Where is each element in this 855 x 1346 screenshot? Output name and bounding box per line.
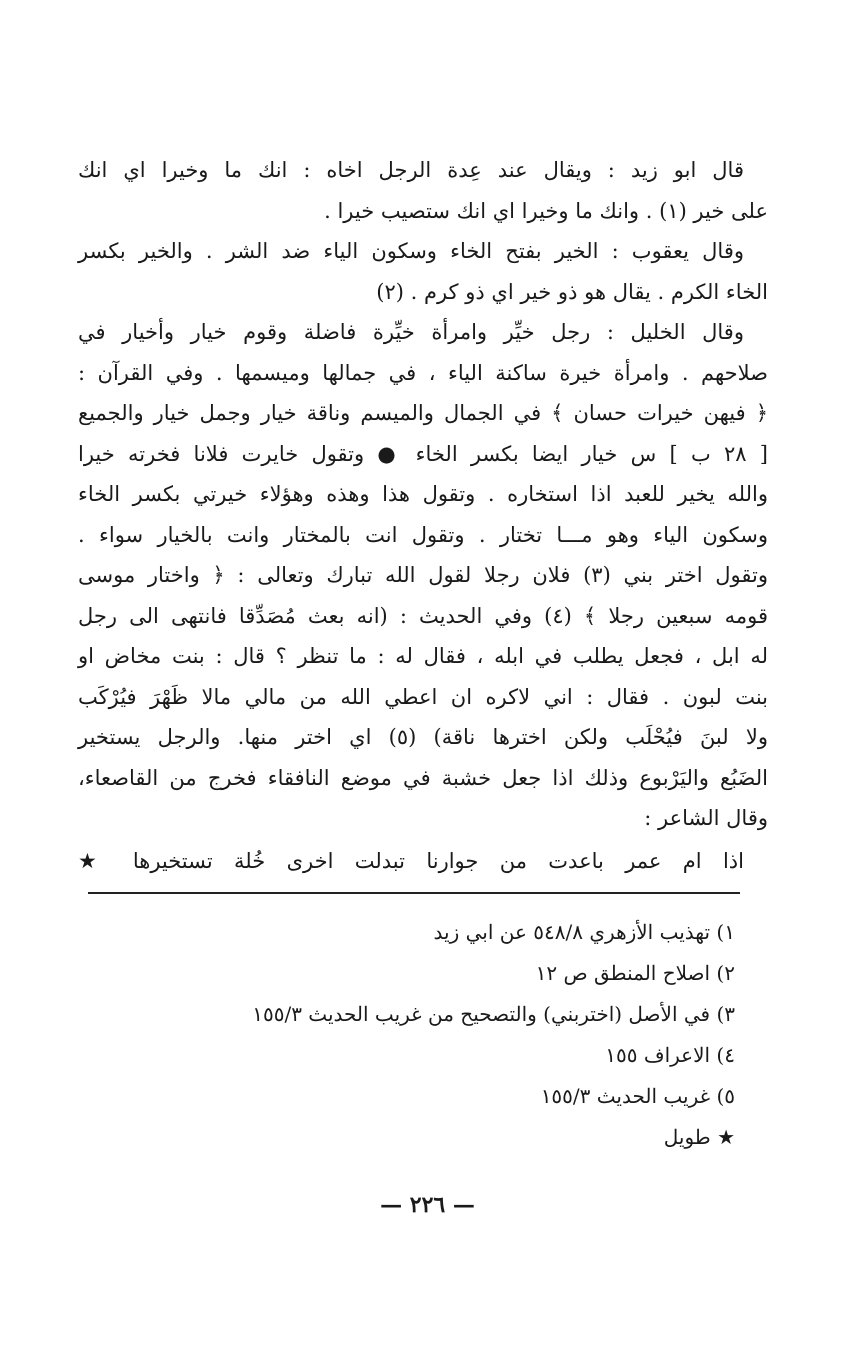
- text-line: وقال الخليل : رجل خيِّر وامرأة خيِّرة فاضلة وقوم خيار وأخيار في: [78, 320, 744, 344]
- footnotes: [95, 912, 735, 1158]
- verse-hemistich-2: تبدلت اخرى خُلة تستخيرها: [132, 848, 405, 873]
- text-line: قال ابو زيد : ويقال عند عِدة الرجل اخاه : انك ما وخيرا اي انك: [78, 158, 744, 182]
- text-line: الخاء الكرم . يقال هو ذو خير اي ذو كرم . (٢): [376, 279, 768, 304]
- text-line: وقال يعقوب : الخير بفتح الخاء وسكون الياء ضد الشر . والخير بكسر: [78, 239, 744, 263]
- text-line: وقال الشاعر :: [644, 806, 768, 830]
- footnote-item: ٤) الاعراف ١٥٥: [605, 1043, 735, 1067]
- text-line: وسكون الياء وهو مـــا تختار . وتقول انت بالمختار وانت بالخيار سواء .: [78, 522, 768, 547]
- text-line: [ ٢٨ ب ] س خيار ايضا بكسر الخاء ● وتقول خايرت فلانا فخرته خيرا: [78, 441, 768, 466]
- text-line: ولا لبنَ فيُحْلَب ولكن اخترها ناقة) (٥) اي اختر منها. والرجل يستخير: [78, 725, 768, 749]
- text-line: قومه سبعين رجلا ﴾ (٤) وفي الحديث : (انه بعث مُصَدِّقا فانتهى الى رجل: [78, 603, 768, 628]
- text-line: له ابل ، فجعل يطلب في ابله ، فقال له : ما تنظر ؟ قال : بنت مخاض او: [78, 644, 768, 668]
- verse-hemistich-1: اذا ام عمر باعدت من جوارنا: [426, 848, 744, 873]
- text-line: والله يخير للعبد اذا استخاره . وتقول هذا وهذه وهؤلاء خيرتي بكسر الخاء: [78, 482, 768, 506]
- star-icon: ★: [78, 848, 112, 873]
- page-number: — ٢٢٦ —: [380, 1192, 475, 1218]
- main-text: [78, 150, 768, 881]
- text-line: الضَبُع واليَرْبوع وذلك اذا جعل خشبة في موضع النافقاء فخرج من القاصعاء،: [78, 765, 768, 790]
- footnote-item: ★ طويل: [663, 1125, 735, 1149]
- footnote-item: ٢) اصلاح المنطق ص ١٢: [535, 961, 735, 985]
- text-line: بنت لبون . فقال : اني لاكره ان اعطي الله من مالي مالا ظَهْرَ فيُرْكَب: [78, 684, 768, 709]
- poetry-verse: [78, 841, 768, 882]
- footnote-item: ٥) غريب الحديث ١٥٥/٣: [540, 1084, 735, 1108]
- text-line: على خير (١) . وانك ما وخيرا اي انك ستصيب خيرا .: [324, 198, 768, 223]
- footnote-item: ٣) في الأصل (اختربني) والتصحيح من غريب الحديث ١٥٥/٣: [252, 1002, 735, 1026]
- footnote-item: ١) تهذيب الأزهري ٥٤٨/٨ عن ابي زيد: [433, 920, 735, 944]
- text-line: وتقول اختر بني (٣) فلان رجلا لقول الله تبارك وتعالى : ﴿ واختار موسى: [78, 563, 768, 587]
- footnote-divider: [88, 892, 740, 894]
- text-line: ﴿ فيهن خيرات حسان ﴾ في الجمال والميسم وناقة خيار وجمل خيار والجميع: [78, 401, 768, 425]
- text-line: صلاحهم . وامرأة خيرة ساكنة الياء ، في جمالها وميسمها . وفي القرآن :: [78, 360, 768, 385]
